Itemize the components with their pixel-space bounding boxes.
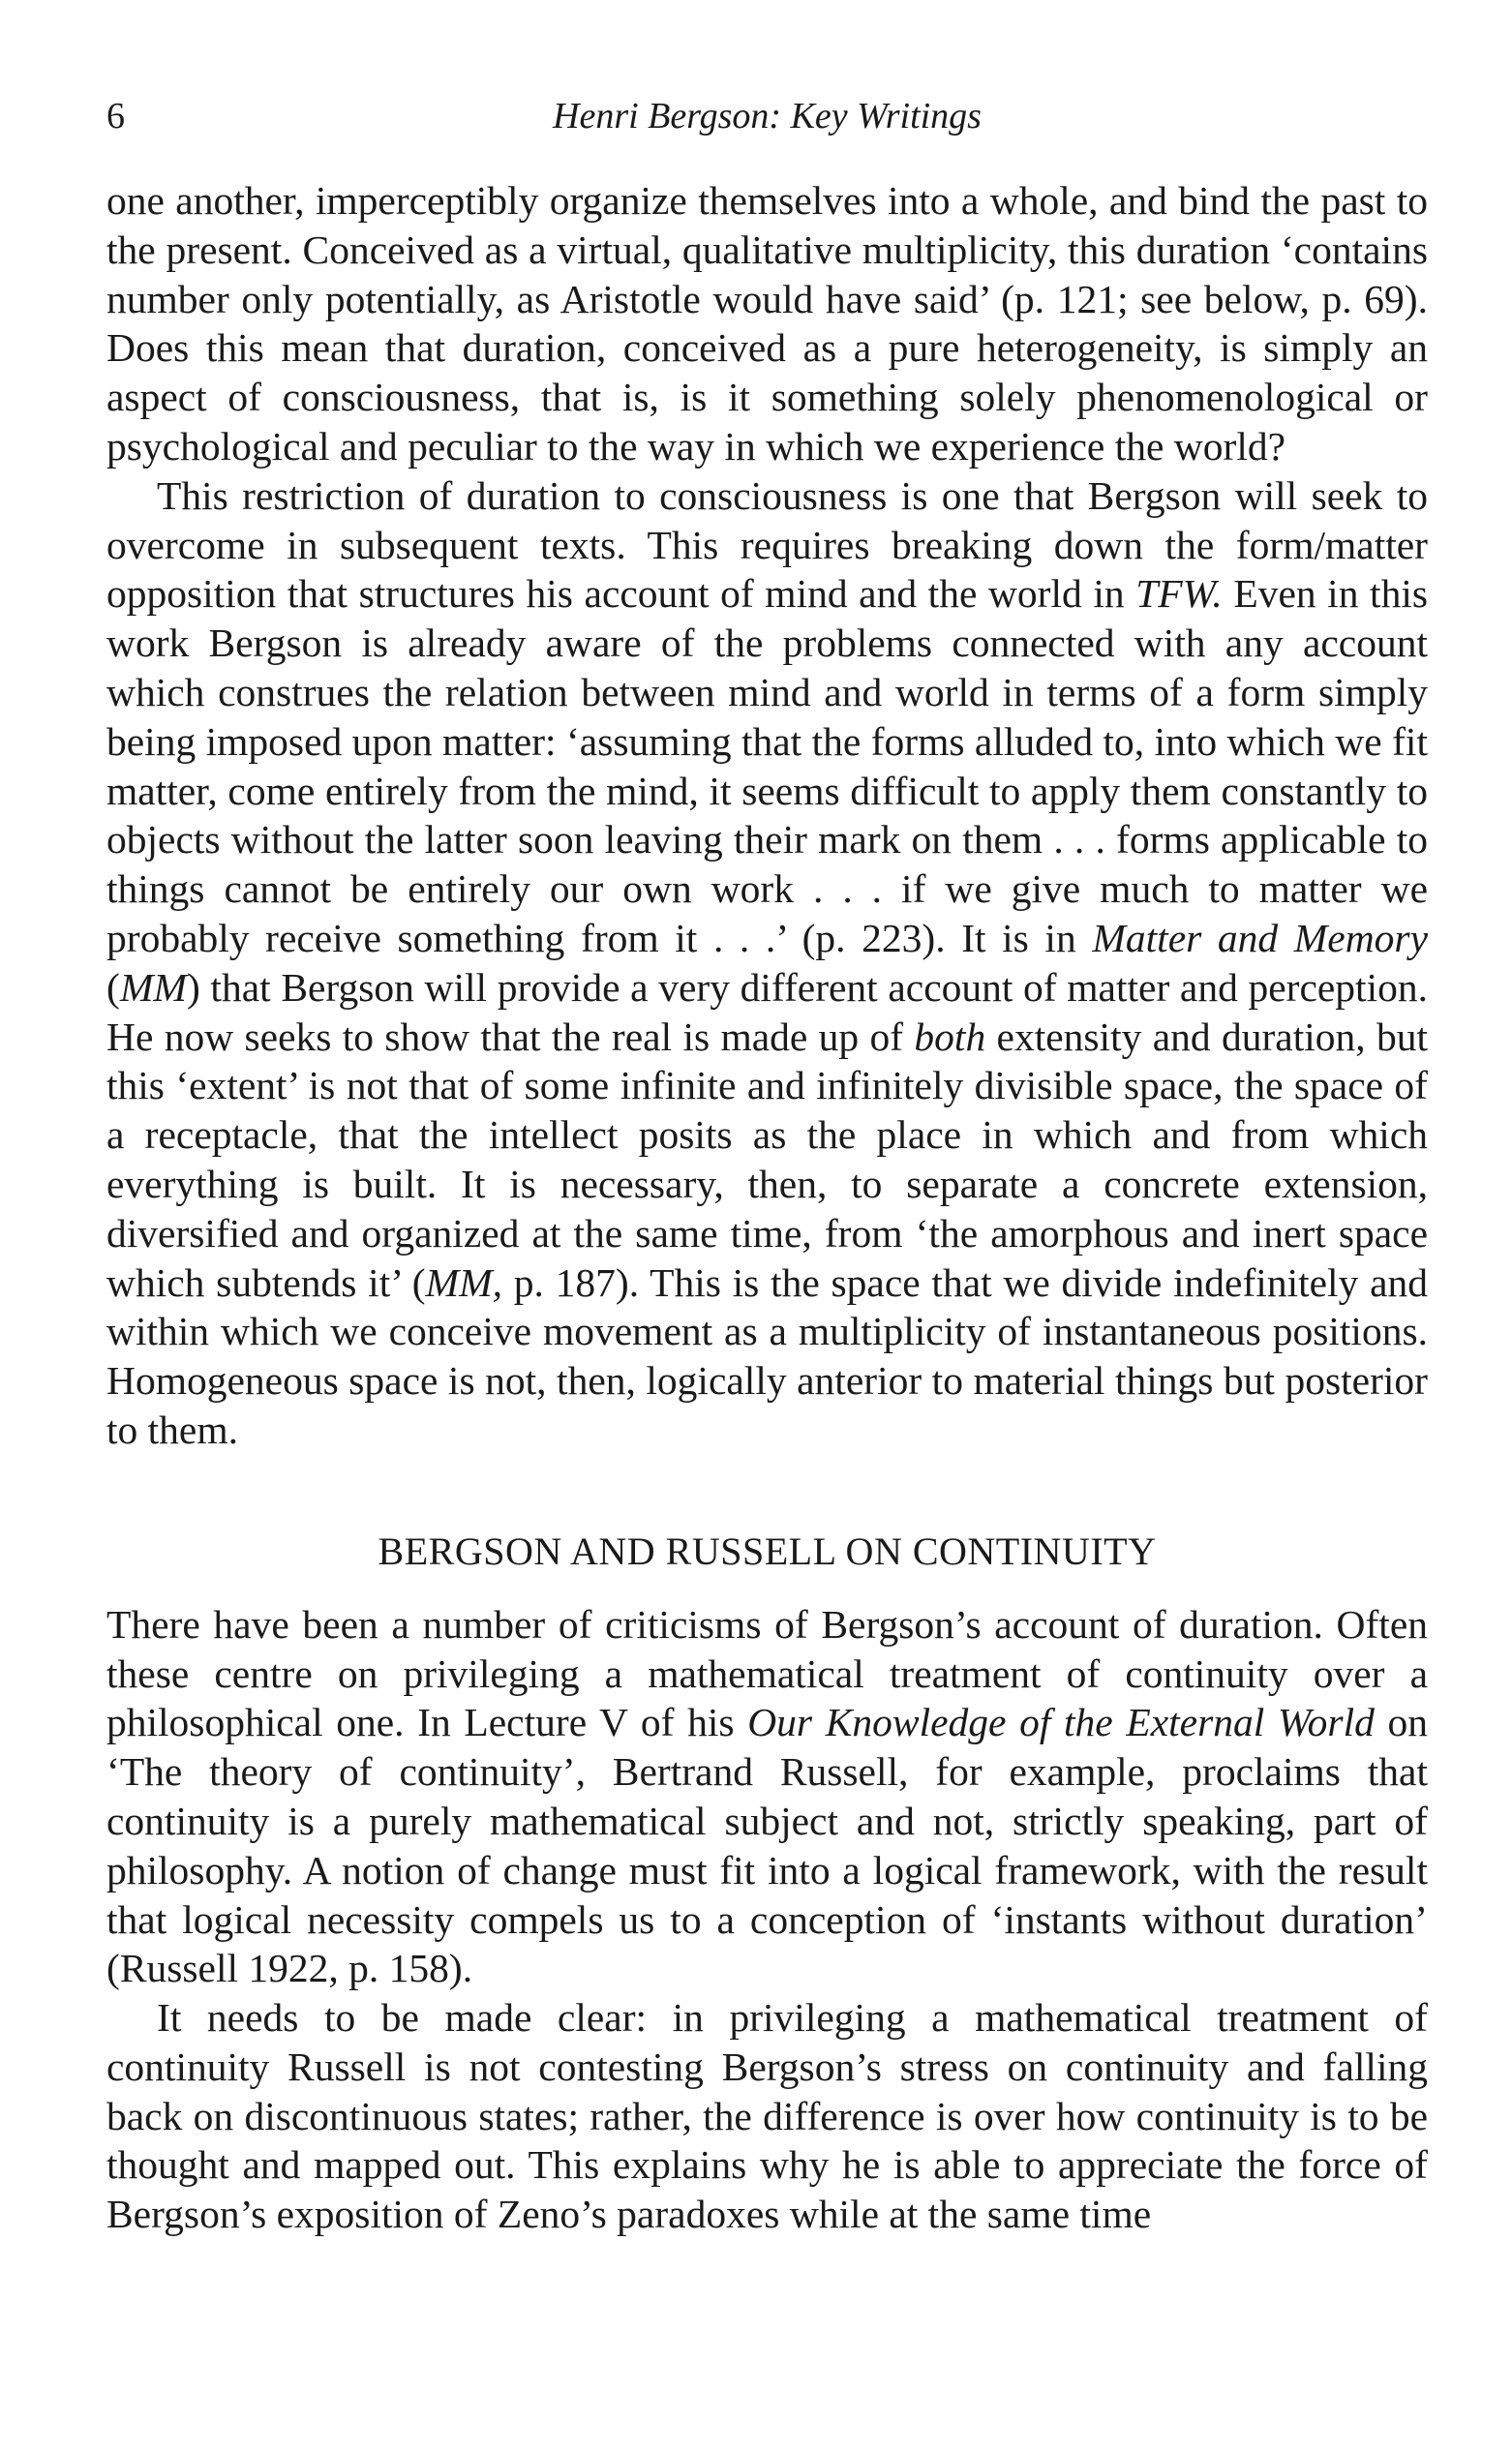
book-title-our-knowledge: Our Knowledge of the External World	[747, 1700, 1375, 1745]
body-text	[106, 176, 1428, 2239]
title-abbrev-mm: MM	[119, 964, 187, 1010]
paragraph-3: There have been a number of criticisms of Bergson’s account of duration. Often these centre on privileging a mathematical treatment of continuity over a philosophical one. In Lecture V of his Our Knowledge of the External World on ‘The theory of continuity’, Bertrand Russell, for example, proclaims that continuity is a purely mathematical subject and not, strictly speaking, part of philosophy. A notion of change must fit into a logical framework, with the result that logical necessity compels us to a conception of ‘instants without duration’ (Russell 1922, p. 158).	[106, 1601, 1429, 1991]
title-abbrev-mm-citation: MM,	[425, 1259, 503, 1305]
paragraph-4: It needs to be made clear: in privileging a mathematical treatment of continuity Russell is not contesting Bergson’s stress on continuity and falling back on discontinuous states; rather, the difference is over how continuity is to be thought and mapped out. This explains why he is able to appreciate the force of Bergson’s exposition of Zeno’s paradoxes while at the same time	[106, 1995, 1428, 2237]
book-page	[106, 87, 1428, 2239]
paragraph-1: one another, imperceptibly organize themselves into a whole, and bind the past to the present. Conceived as a virtual, qualitative multiplicity, this duration ‘contains number only potentially, as Aristotle would have said’ (p. 121; see below, p. 69). Does this mean that duration, conceived as a pure heterogeneity, is simply an aspect of consciousness, that is, is it something solely phenomenological or psychological and peculiar to the way in which we experience the world?	[106, 178, 1428, 469]
running-head	[106, 87, 1428, 145]
page-number: 6	[106, 96, 125, 136]
book-title-matter-and-memory: Matter and Memory	[1092, 915, 1428, 960]
running-title: Henri Bergson: Key Writings	[553, 96, 982, 136]
section-heading: BERGSON AND RUSSELL ON CONTINUITY	[378, 1529, 1157, 1573]
title-abbrev-tfw: TFW.	[1135, 571, 1223, 617]
emphasis-both: both	[914, 1014, 986, 1059]
paragraph-2: This restriction of duration to consciousness is one that Bergson will seek to overcome in subsequent texts. This requires breaking down the form/matter opposition that structures his account of mind and the world in TFW. Even in this work Bergson is already aware of the problems connected with any account which construes the relation between mind and world in terms of a form simply being imposed upon matter: ‘assuming that the forms alluded to, into which we fit matter, come entirely from the mind, it seems difficult to apply them constantly to objects without the latter soon leaving their mark on them . . . forms applicable to things cannot be entirely our own work . . . if we give much to matter we probably receive something from it . . .’ (p. 223). It is in Matter and Memory (MM) that Bergson will provide a very different account of matter and perception. He now seeks to show that the real is made up of both extensity and duration, but this ‘extent’ is not that of some infinite and infinitely divisible space, the space of a receptacle, that the intellect posits as the place in which and from which everything is built. It is necessary, then, to separate a concrete extension, diversified and organized at the same time, from ‘the amorphous and inert space which subtends it’ (MM, p. 187). This is the space that we divide indefinitely and within which we conceive movement as a multiplicity of instantaneous positions. Homogeneous space is not, then, logically anterior to material things but posterior to them.	[106, 472, 1429, 1452]
